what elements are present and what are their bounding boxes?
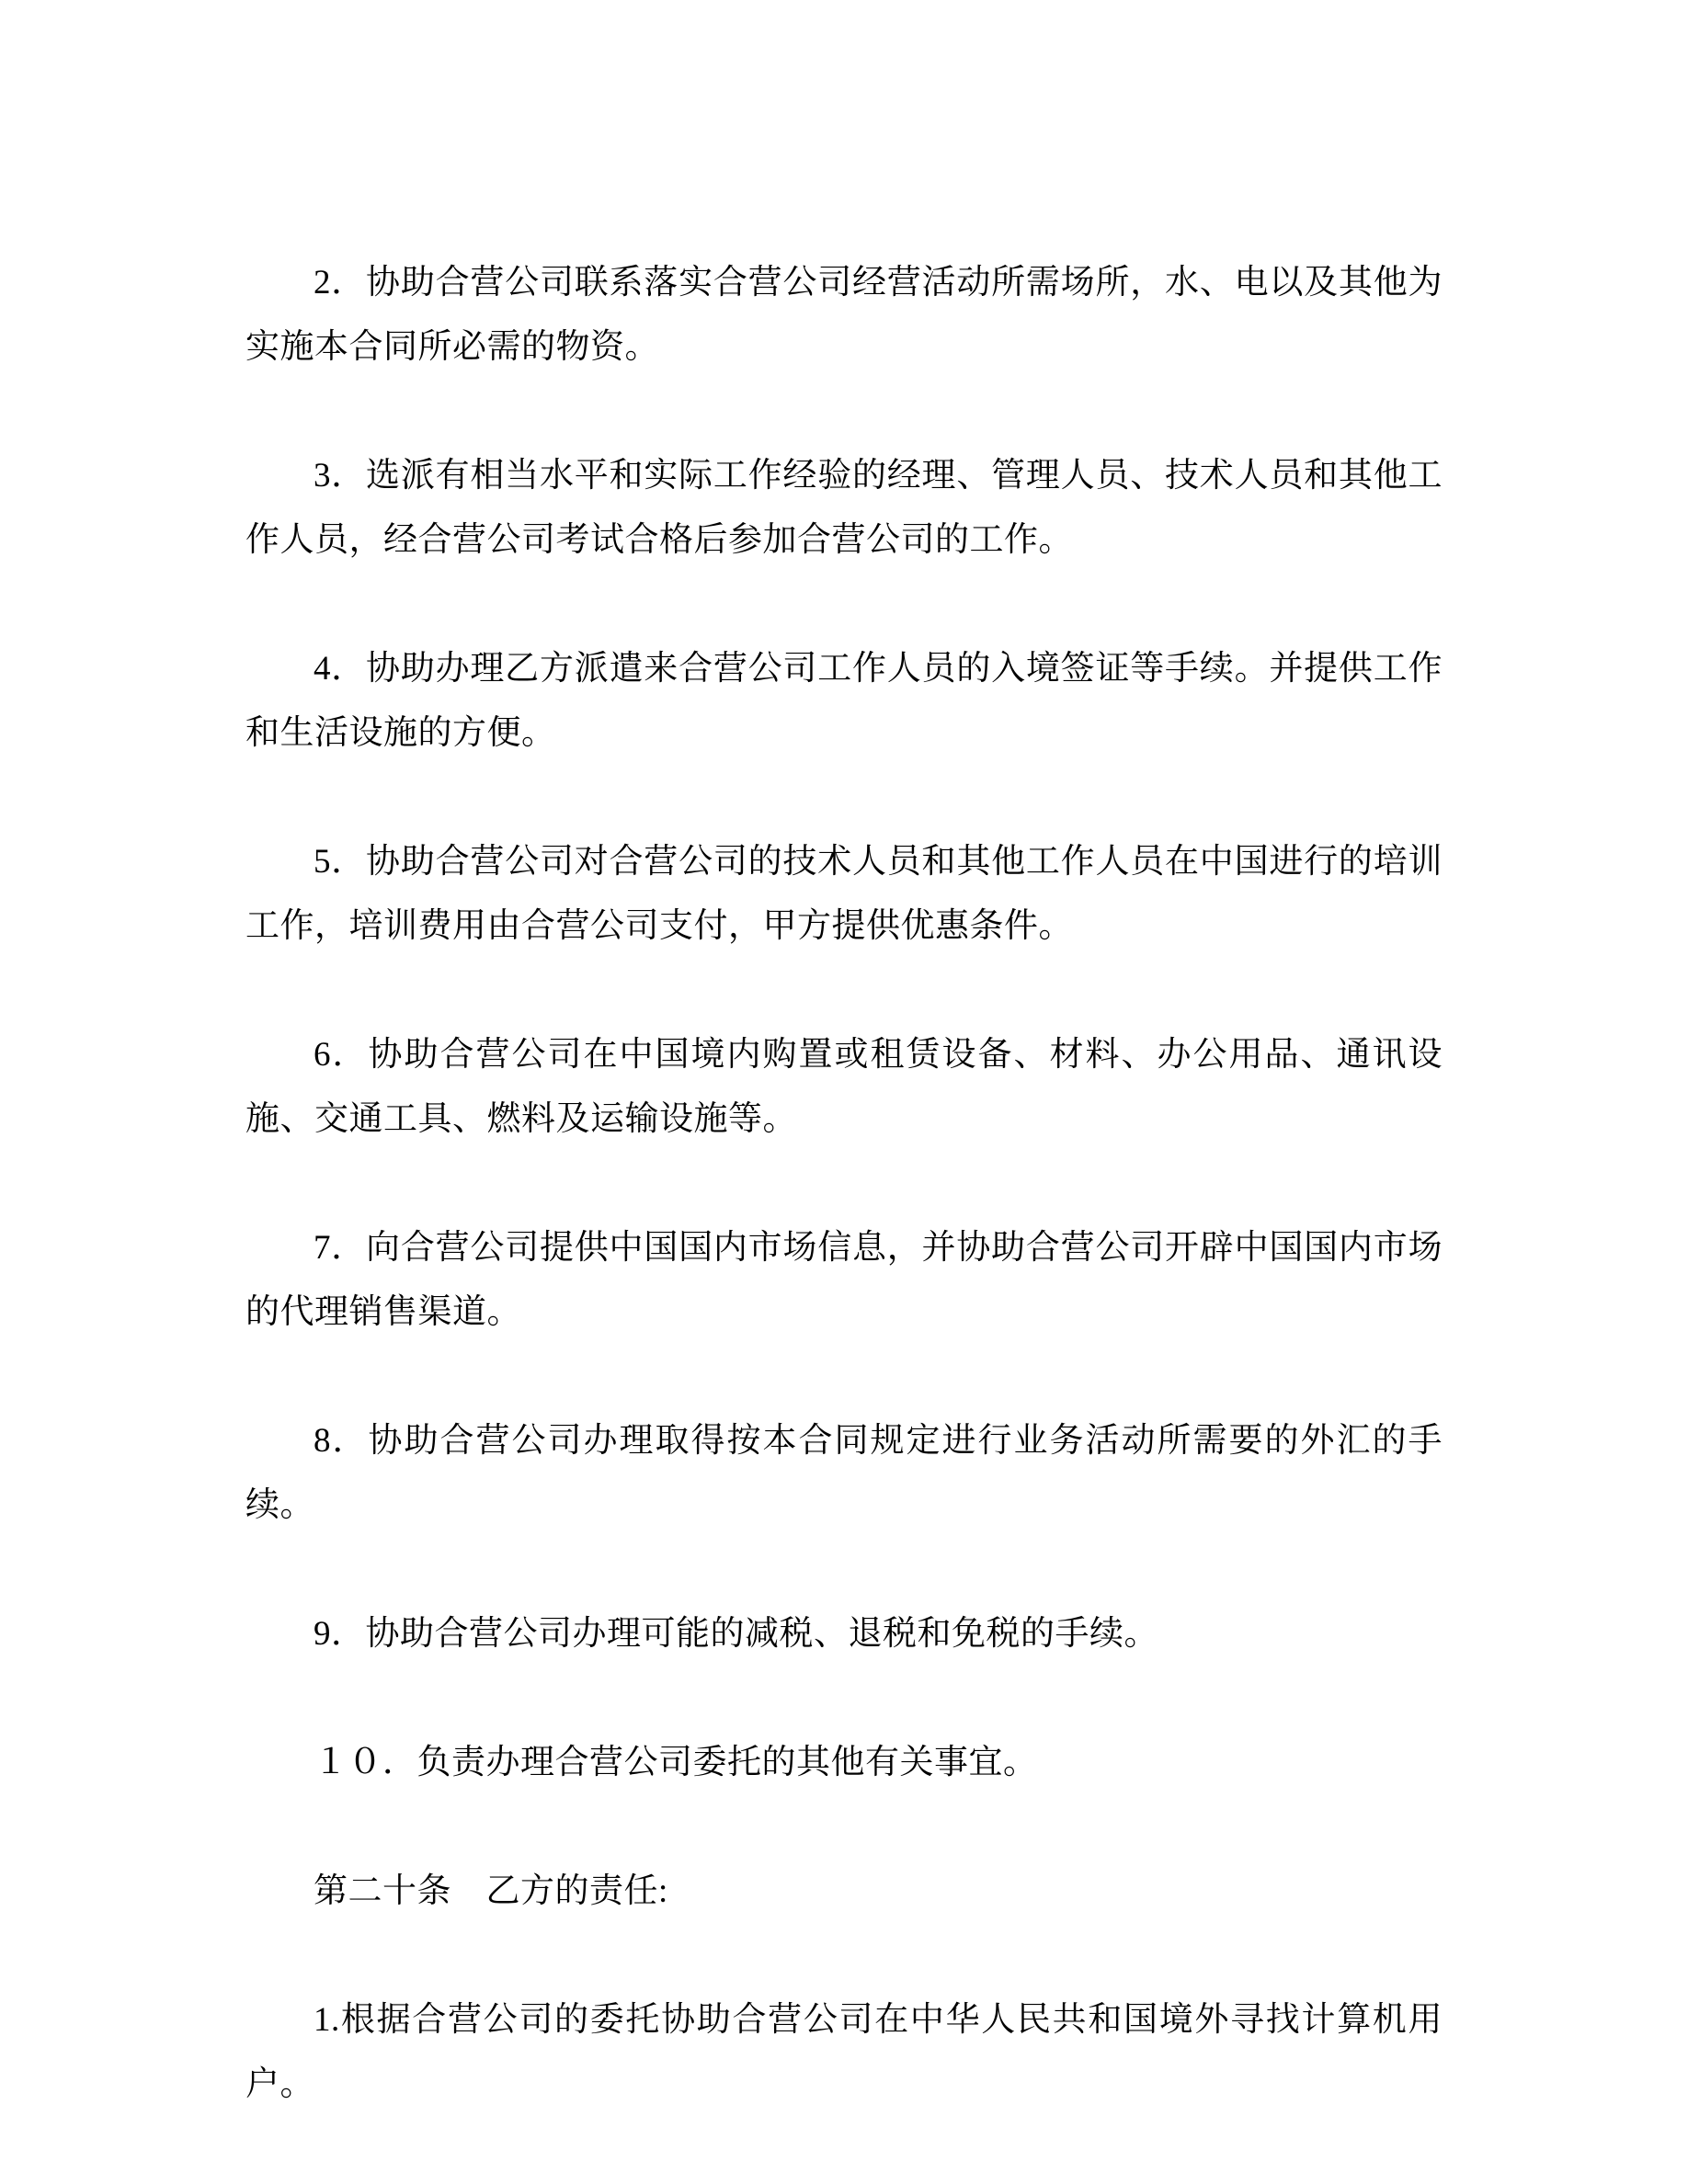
clause-item-4: 4．协助办理乙方派遣来合营公司工作人员的入境签证等手续。并提供工作和生活设施的方便。 — [245, 650, 1443, 752]
clause-item-1-party-b: 1.根据合营公司的委托协助合营公司在中华人民共和国境外寻找计算机用户。 — [245, 2001, 1443, 2103]
clause-item-2: 2．协助合营公司联系落实合营公司经营活动所需场所，水、电以及其他为实施本合同所必需的物资。 — [245, 264, 1443, 366]
section-heading-article-20: 第二十条 乙方的责任: — [314, 1872, 668, 1910]
clause-item-7: 7．向合营公司提供中国国内市场信息，并协助合营公司开辟中国国内市场的代理销售渠道。 — [245, 1229, 1443, 1331]
clause-item-5: 5．协助合营公司对合营公司的技术人员和其他工作人员在中国进行的培训工作，培训费用由合营公司支付，甲方提供优惠条件。 — [245, 843, 1443, 945]
clause-item-9: 9．协助合营公司办理可能的减税、退税和免税的手续。 — [314, 1615, 1158, 1653]
clause-item-3: 3．选派有相当水平和实际工作经验的经理、管理人员、技术人员和其他工作人员，经合营公司考试合格后参加合营公司的工作。 — [245, 457, 1443, 559]
clause-item-6: 6．协助合营公司在中国境内购置或租赁设备、材料、办公用品、通讯设施、交通工具、燃料及运输设施等。 — [245, 1036, 1443, 1138]
clause-item-10: １０．负责办理合营公司委托的其他有关事宜。 — [314, 1744, 1038, 1781]
document-body — [245, 251, 1443, 2117]
clause-item-8: 8．协助合营公司办理取得按本合同规定进行业务活动所需要的外汇的手续。 — [245, 1422, 1443, 1524]
